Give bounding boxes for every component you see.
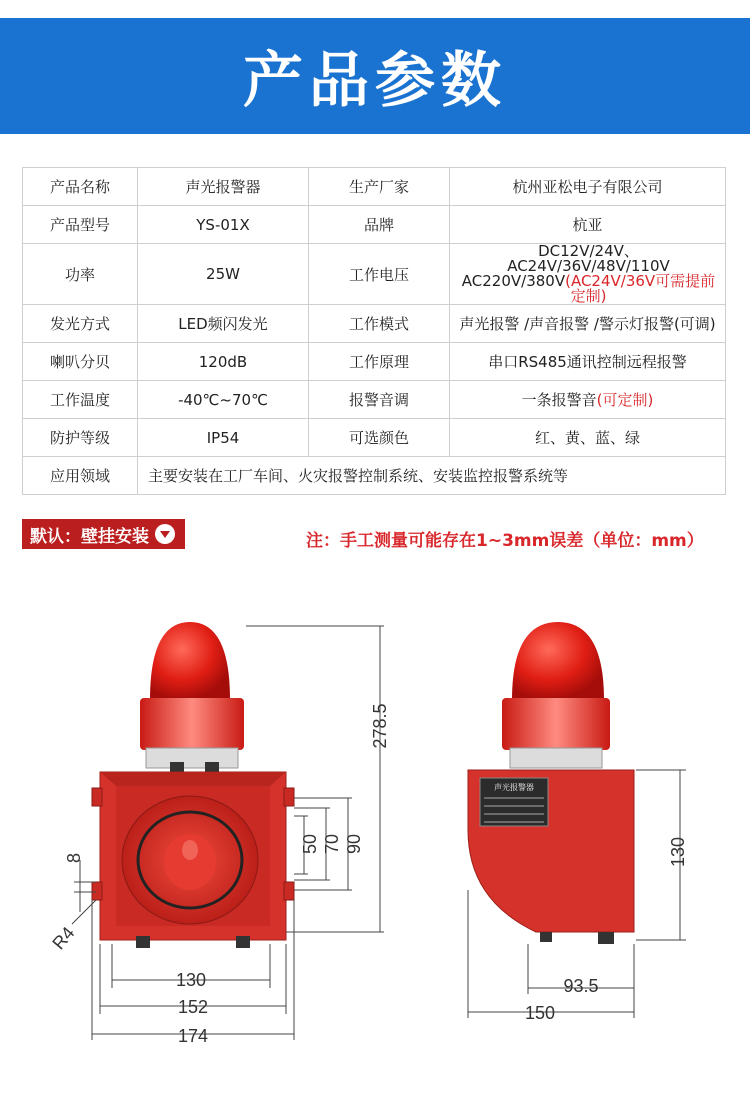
- light-lens: [140, 698, 244, 750]
- table-row: [23, 206, 726, 244]
- install-text: 默认：壁挂安装: [30, 526, 149, 547]
- voltage-line: DC12V/24V、AC24V/36V/48V/110V: [507, 242, 670, 275]
- side-light-lens: [502, 698, 610, 750]
- light-dome: [150, 622, 230, 700]
- dim-8-label: 8: [64, 852, 84, 864]
- dim-174-label: 174: [177, 1026, 209, 1046]
- tone-main: 一条报警音: [521, 391, 597, 409]
- dim-side-150-label: 150: [524, 1003, 556, 1023]
- side-light-dome: [512, 622, 604, 700]
- light-base: [146, 748, 238, 768]
- table-row: [23, 305, 726, 343]
- spec-value: 杭州亚松电子有限公司: [450, 168, 726, 206]
- spec-key: 产品名称: [23, 168, 138, 206]
- spec-value: 120dB: [138, 343, 309, 381]
- table-row: [23, 343, 726, 381]
- table-row: [23, 244, 726, 305]
- spec-key: 工作电压: [309, 244, 450, 305]
- spec-key: 工作原理: [309, 343, 450, 381]
- voltage-value: [450, 244, 726, 305]
- dim-side-93-5-label: 93.5: [563, 976, 599, 996]
- side-view: [468, 622, 634, 944]
- spec-key: 功率: [23, 244, 138, 305]
- dim-50-label: 50: [300, 833, 320, 855]
- nameplate-title: 声光报警器: [494, 783, 534, 792]
- spec-key: 防护等级: [23, 419, 138, 457]
- measurement-note: 注：手工测量可能存在1~3mm误差（单位：mm）: [306, 531, 704, 551]
- chevron-down-icon: [155, 524, 175, 544]
- table-row: [23, 419, 726, 457]
- spec-key: 喇叭分贝: [23, 343, 138, 381]
- table-row: [23, 457, 726, 495]
- dim-152-label: 152: [177, 997, 209, 1017]
- title-banner: [0, 18, 750, 134]
- dim-90-label: 90: [344, 833, 364, 855]
- dim-r4-label: R4: [48, 922, 79, 954]
- front-view: [92, 622, 294, 948]
- page-title: 产品参数: [243, 46, 507, 116]
- voltage-note: (AC24V/36V可需提前定制): [565, 272, 716, 305]
- application-value: 主要安装在工厂车间、火灾报警控制系统、安装监控报警系统等: [138, 457, 726, 495]
- spec-value: 串口RS485通讯控制远程报警: [450, 343, 726, 381]
- dimension-diagram: [0, 560, 750, 1090]
- spec-value: YS-01X: [138, 206, 309, 244]
- tone-note: (可定制): [596, 391, 654, 409]
- spec-key: 工作温度: [23, 381, 138, 419]
- spec-value: 杭亚: [450, 206, 726, 244]
- spec-key: 应用领域: [23, 457, 138, 495]
- dim-130-label: 130: [175, 970, 207, 990]
- spec-value: LED频闪发光: [138, 305, 309, 343]
- spec-value: 声光报警器: [138, 168, 309, 206]
- spec-value: 声光报警 /声音报警 /警示灯报警(可调): [450, 305, 726, 343]
- spec-table: [22, 167, 726, 495]
- spec-value: IP54: [138, 419, 309, 457]
- spec-value: 25W: [138, 244, 309, 305]
- dim-height-label: 278.5: [370, 703, 390, 749]
- spec-key: 报警音调: [309, 381, 450, 419]
- spec-value: 红、黄、蓝、绿: [450, 419, 726, 457]
- dim-side-130-label: 130: [668, 836, 688, 868]
- tone-value: [450, 381, 726, 419]
- spec-value: -40℃~70℃: [138, 381, 309, 419]
- spec-key: 生产厂家: [309, 168, 450, 206]
- spec-key: 品牌: [309, 206, 450, 244]
- table-row: [23, 381, 726, 419]
- voltage-line: AC220V/380V: [461, 272, 566, 290]
- spec-key: 工作模式: [309, 305, 450, 343]
- install-label: [22, 519, 185, 549]
- dim-70-label: 70: [322, 833, 342, 855]
- spec-key: 可选颜色: [309, 419, 450, 457]
- table-row: [23, 168, 726, 206]
- spec-key: 产品型号: [23, 206, 138, 244]
- spec-key: 发光方式: [23, 305, 138, 343]
